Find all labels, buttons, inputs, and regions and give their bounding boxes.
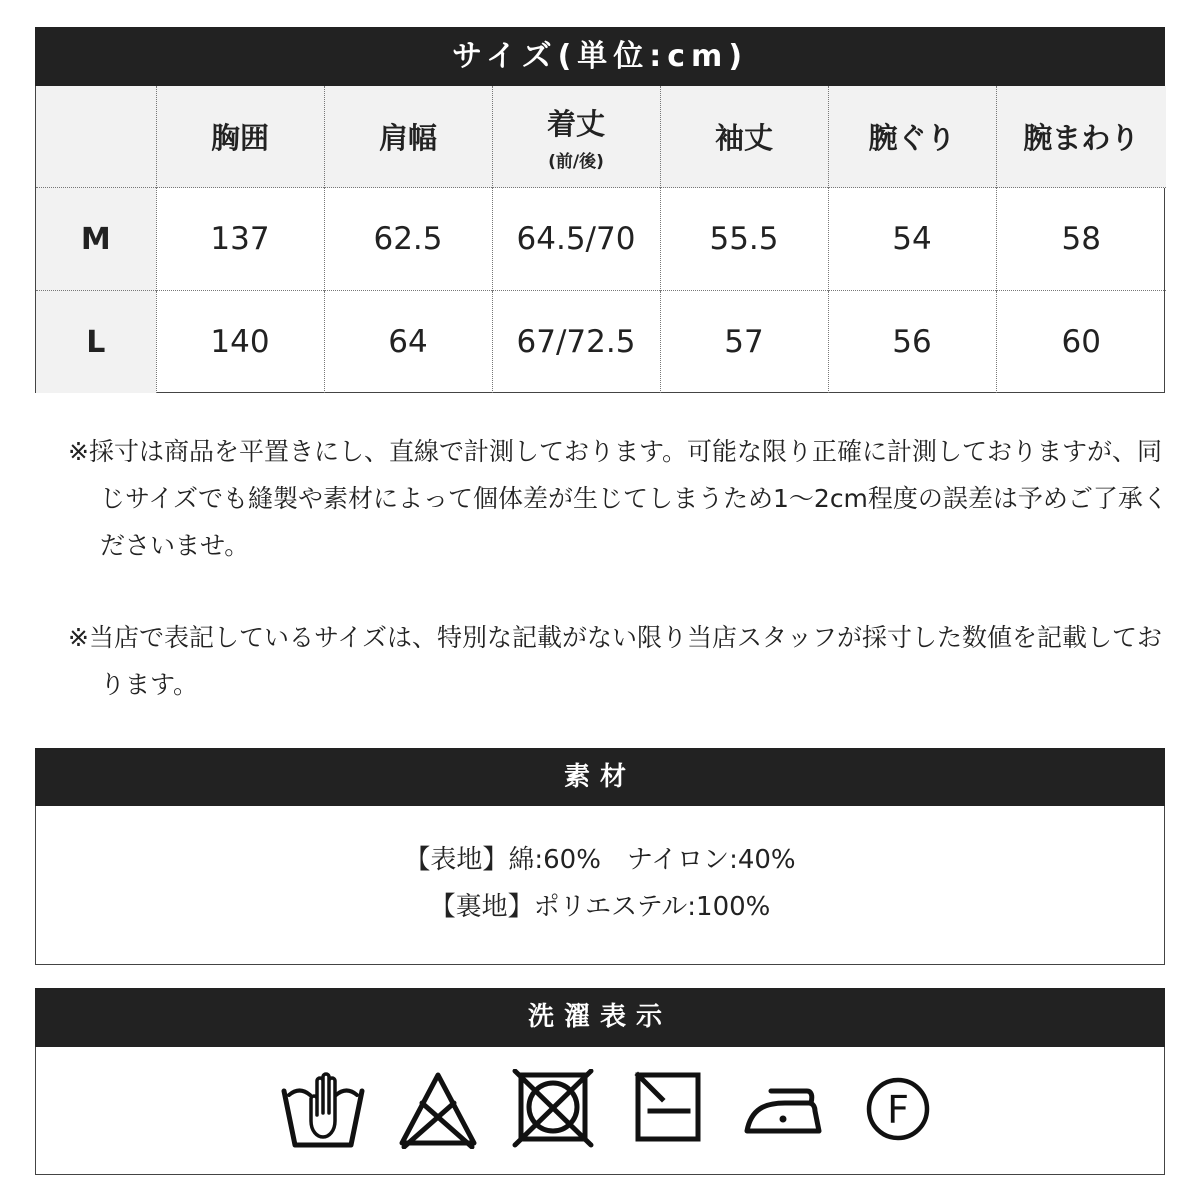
size-section-title: サイズ(単位:cm) — [35, 27, 1165, 86]
size-table-header-row — [36, 86, 1166, 188]
size-table — [35, 86, 1165, 393]
column-header-length — [492, 86, 660, 188]
measurement-note-text: ※採寸は商品を平置きにし、直線で計測しております。可能な限り正確に計測しておりますが、同じサイズでも縫製や素材によって個体差が生じてしまうため1〜2cm程度の誤差は予めご了承くださいませ。 — [68, 437, 1168, 560]
measurement-note — [68, 428, 1168, 569]
column-header-label: 腕まわり — [1023, 121, 1140, 155]
table-cell: 64.5/70 — [492, 188, 660, 291]
column-header-label: 肩幅 — [378, 121, 437, 155]
no-tumble-dry-icon — [511, 1069, 595, 1149]
column-header-arm-circumference — [996, 86, 1166, 188]
column-header-armhole — [828, 86, 996, 188]
table-cell: 64 — [324, 291, 492, 394]
row-size-label: L — [36, 291, 156, 394]
table-cell: 60 — [996, 291, 1166, 394]
care-symbols-box — [35, 1047, 1165, 1175]
column-header-chest — [156, 86, 324, 188]
store-size-note-text: ※当店で表記しているサイズは、特別な記載がない限り当店スタッフが採寸した数値を記載しております。 — [68, 623, 1162, 699]
table-cell: 58 — [996, 188, 1166, 291]
table-row — [36, 188, 1166, 291]
table-cell: 62.5 — [324, 188, 492, 291]
column-header-label: 着丈 — [546, 106, 605, 141]
dry-clean-letter: F — [887, 1088, 909, 1132]
column-header-label: 腕ぐり — [868, 121, 956, 155]
table-cell: 54 — [828, 188, 996, 291]
table-cell: 140 — [156, 291, 324, 394]
table-cell: 67/72.5 — [492, 291, 660, 394]
column-header-label: 胸囲 — [210, 121, 269, 155]
material-outer-line: 【表地】綿:60% ナイロン:40% — [404, 845, 796, 875]
table-cell: 137 — [156, 188, 324, 291]
table-row — [36, 291, 1166, 394]
iron-low-icon — [741, 1069, 825, 1149]
column-header-sleeve — [660, 86, 828, 188]
table-cell: 57 — [660, 291, 828, 394]
material-lining-line: 【裏地】ポリエステル:100% — [429, 892, 771, 922]
material-section-title: 素材 — [35, 748, 1165, 806]
column-header-label: 袖丈 — [714, 121, 773, 155]
care-section-title: 洗濯表示 — [35, 988, 1165, 1047]
size-table-corner — [36, 86, 156, 188]
care-icon-row — [36, 1069, 1164, 1149]
column-header-shoulder — [324, 86, 492, 188]
material-box — [35, 806, 1165, 965]
no-bleach-icon — [396, 1069, 480, 1149]
table-cell: 55.5 — [660, 188, 828, 291]
hand-wash-icon — [281, 1069, 365, 1149]
flat-dry-shade-icon — [626, 1069, 710, 1149]
row-size-label: M — [36, 188, 156, 291]
table-cell: 56 — [828, 291, 996, 394]
store-size-note — [68, 614, 1168, 708]
column-header-sub: (前/後) — [548, 151, 604, 172]
dry-clean-f-icon — [856, 1069, 940, 1149]
